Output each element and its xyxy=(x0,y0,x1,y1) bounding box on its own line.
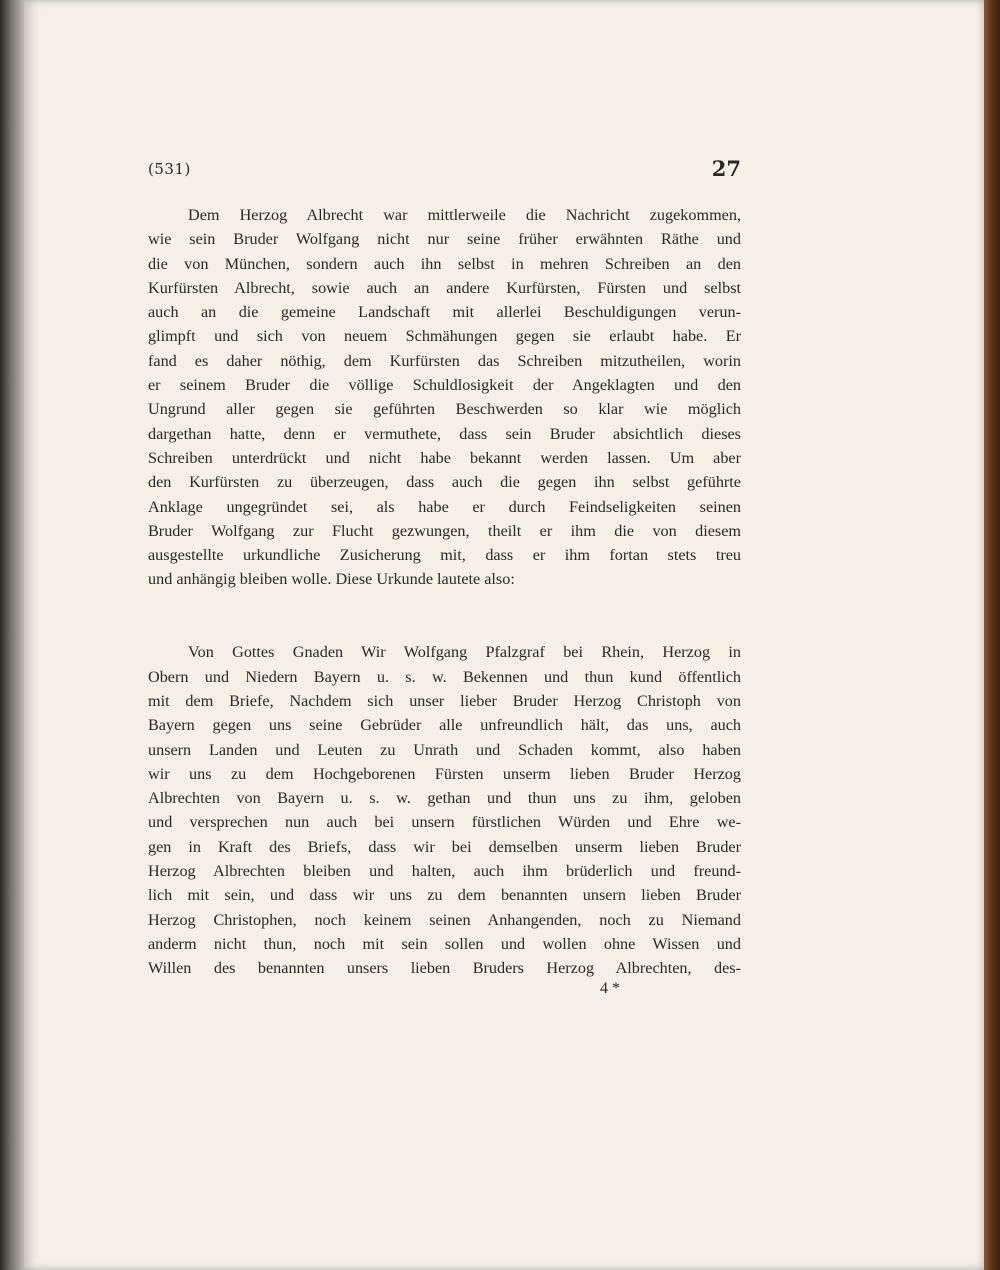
text-line: Von Gottes Gnaden Wir Wolfgang Pfalzgraf bei Rhein, Herzog in xyxy=(188,643,741,662)
text-line: Dem Herzog Albrecht war mittlerweile die Nachricht zugekommen, xyxy=(188,206,741,224)
text-line: Albrechten von Bayern u. s. w. gethan und thun uns zu ihm, geloben xyxy=(148,789,741,808)
text-line: Kurfürsten Albrecht, sowie auch an andere Kurfürsten, Fürsten und selbst xyxy=(148,278,741,297)
body-text xyxy=(148,203,741,981)
text-line: Anklage ungegründet sei, als habe er durch Feindseligkeiten seinen xyxy=(148,497,741,516)
text-line: mit dem Briefe, Nachdem sich unser lieber Bruder Herzog Christoph von xyxy=(148,691,741,710)
text-line: anderm nicht thun, noch mit sein sollen und wollen ohne Wissen und xyxy=(148,934,741,953)
text-line: Obern und Niedern Bayern u. s. w. Bekennen und thun kund öffentlich xyxy=(148,667,741,686)
text-line: auch an die gemeine Landschaft mit allerlei Beschuldigungen verun- xyxy=(148,303,741,322)
text-line: Herzog Christophen, noch keinem seinen Anhangenden, noch zu Niemand xyxy=(148,910,741,929)
text-line: Bruder Wolfgang zur Flucht gezwungen, theilt er ihm die von diesem xyxy=(148,521,741,540)
page-header xyxy=(148,156,741,186)
text-line: und anhängig bleiben wolle. Diese Urkunde lautete also: xyxy=(148,570,515,589)
text-line: lich mit sein, und dass wir uns zu dem benannten unsern lieben Bruder xyxy=(148,886,741,905)
page-code: (531) xyxy=(148,160,191,178)
text-line: wie sein Bruder Wolfgang nicht nur seine früher erwähnten Räthe und xyxy=(148,230,741,249)
text-line: fand es daher nöthig, dem Kurfürsten das Schreiben mitzutheilen, worin xyxy=(148,351,741,370)
paragraph-gap xyxy=(148,592,741,641)
signature-mark: 4 * xyxy=(600,980,620,997)
text-line: er seinem Bruder die völlige Schuldlosigkeit der Angeklagten und den xyxy=(148,376,741,395)
text-line: wir uns zu dem Hochgeborenen Fürsten unserm lieben Bruder Herzog xyxy=(148,764,741,783)
text-line: Bayern gegen uns seine Gebrüder alle unfreundlich hält, das uns, auch xyxy=(148,716,741,735)
book-gutter xyxy=(0,0,24,1270)
text-line: die von München, sondern auch ihn selbst in mehren Schreiben an den xyxy=(148,254,741,273)
text-line: Ungrund aller gegen sie geführten Beschwerden so klar wie möglich xyxy=(148,400,741,419)
text-line: und versprechen nun auch bei unsern fürstlichen Würden und Ehre we- xyxy=(148,813,741,832)
text-line: den Kurfürsten zu überzeugen, dass auch die gegen ihn selbst geführte xyxy=(148,473,741,492)
text-line: unsern Landen und Leuten zu Unrath und Schaden kommt, also haben xyxy=(148,740,741,759)
text-line: dargethan hatte, denn er vermuthete, dass sein Bruder absichtlich dieses xyxy=(148,424,741,443)
text-line: Willen des benannten unsers lieben Bruders Herzog Albrechten, des- xyxy=(148,959,741,978)
paragraph-1 xyxy=(148,203,741,592)
text-line: gen in Kraft des Briefs, dass wir bei demselben unserm lieben Bruder xyxy=(148,837,741,856)
text-line: Herzog Albrechten bleiben und halten, auch ihm brüderlich und freund- xyxy=(148,862,741,881)
paragraph-2 xyxy=(148,640,741,980)
text-line: glimpft und sich von neuem Schmähungen gegen sie erlaubt habe. Er xyxy=(148,327,741,346)
book-cover-edge xyxy=(984,0,1000,1270)
text-line: Schreiben unterdrückt und nicht habe bekannt werden lassen. Um aber xyxy=(148,448,741,467)
page-number: 27 xyxy=(711,156,741,181)
text-line: ausgestellte urkundliche Zusicherung mit, dass er ihm fortan stets treu xyxy=(148,546,741,565)
